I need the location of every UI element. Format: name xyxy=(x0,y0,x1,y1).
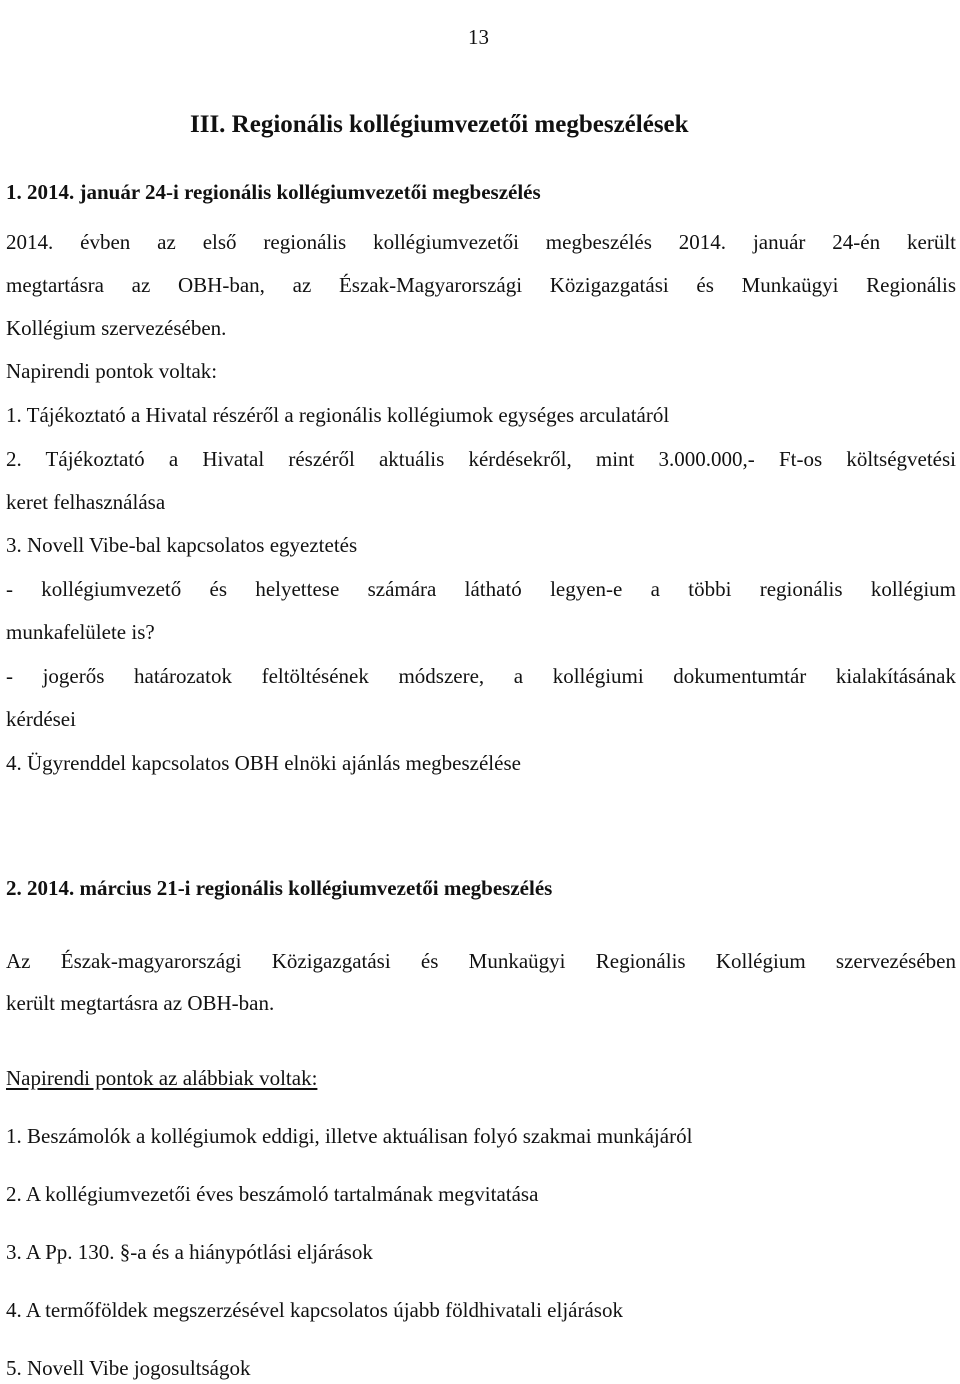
meeting-2-agenda-label: Napirendi pontok az alábbiak voltak: xyxy=(6,1066,318,1090)
meeting-1-subpoint-1-line-2: munkafelülete is? xyxy=(6,620,155,644)
meeting-1-intro-line-3: Kollégium szervezésében. xyxy=(6,316,227,340)
meeting-1-subpoint-2-line-2: kérdései xyxy=(6,707,76,731)
meeting-1-agenda-item-1: 1. Tájékoztató a Hivatal részéről a regionális kollégiumok egységes arculatáról xyxy=(6,403,670,427)
page-number: 13 xyxy=(468,25,489,49)
meeting-2-agenda-item-2: 2. A kollégiumvezetői éves beszámoló tartalmának megvitatása xyxy=(6,1182,539,1206)
meeting-2-intro-line-1: Az Észak-magyarországi Közigazgatási és Munkaügyi Regionális Kollégium szervezésében xyxy=(6,949,956,973)
meeting-1-heading: 1. 2014. január 24-i regionális kollégiumvezetői megbeszélés xyxy=(6,180,541,204)
meeting-2-agenda-item-1: 1. Beszámolók a kollégiumok eddigi, illetve aktuálisan folyó szakmai munkájáról xyxy=(6,1124,693,1148)
meeting-2-heading: 2. 2014. március 21-i regionális kollégiumvezetői megbeszélés xyxy=(6,876,553,900)
meeting-2-agenda-item-4: 4. A termőföldek megszerzésével kapcsolatos újabb földhivatali eljárások xyxy=(6,1298,623,1322)
meeting-1-agenda-item-3: 3. Novell Vibe-bal kapcsolatos egyeztetés xyxy=(6,533,358,557)
meeting-2-agenda-item-5: 5. Novell Vibe jogosultságok xyxy=(6,1356,251,1380)
chapter-title: III. Regionális kollégiumvezetői megbeszélések xyxy=(190,111,689,138)
meeting-1-agenda-item-4: 4. Ügyrenddel kapcsolatos OBH elnöki ajánlás megbeszélése xyxy=(6,751,521,775)
meeting-1-agenda-item-2-line-1: 2. Tájékoztató a Hivatal részéről aktuális kérdésekről, mint 3.000.000,- Ft-os költségvetési xyxy=(6,447,956,471)
meeting-2-agenda-item-3: 3. A Pp. 130. §-a és a hiánypótlási eljárások xyxy=(6,1240,373,1264)
meeting-1-subpoint-1-line-1: - kollégiumvezető és helyettese számára látható legyen-e a többi regionális kollégium xyxy=(6,577,956,601)
meeting-1-intro-line-2: megtartásra az OBH-ban, az Észak-Magyarországi Közigazgatási és Munkaügyi Regionális xyxy=(6,273,956,297)
meeting-1-agenda-label: Napirendi pontok voltak: xyxy=(6,359,218,383)
meeting-1-subpoint-2-line-1: - jogerős határozatok feltöltésének módszere, a kollégiumi dokumentumtár kialakításának xyxy=(6,664,956,688)
meeting-1-intro-line-1: 2014. évben az első regionális kollégiumvezetői megbeszélés 2014. január 24-én került xyxy=(6,230,956,254)
meeting-2-intro-line-2: került megtartásra az OBH-ban. xyxy=(6,991,275,1015)
meeting-1-agenda-item-2-line-2: keret felhasználása xyxy=(6,490,166,514)
